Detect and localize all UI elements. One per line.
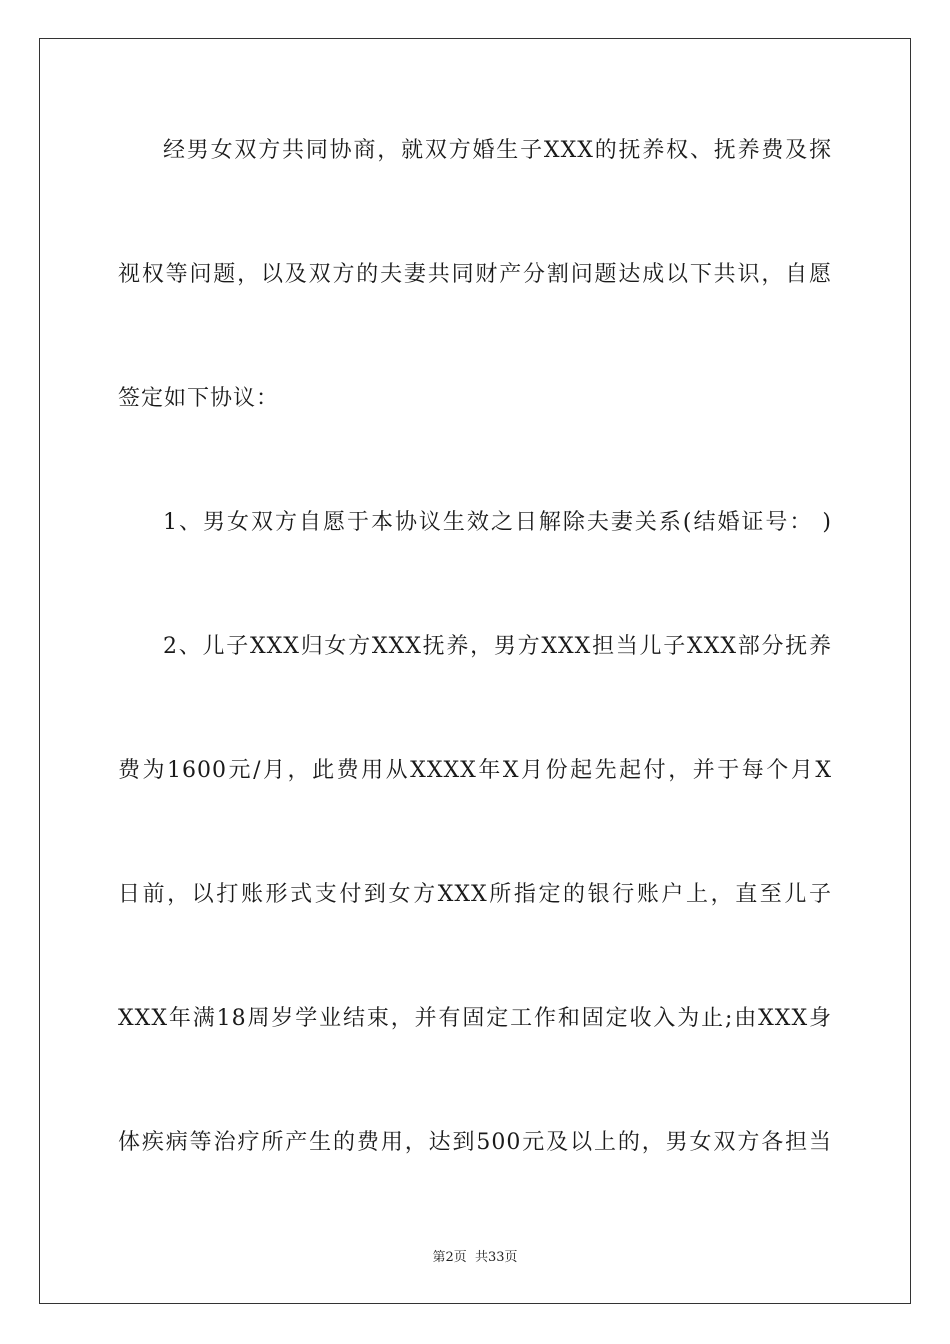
- paragraph-intro-line-1: 经男女双方共同协商，就双方婚生子XXX的抚养权、抚养费及探: [163, 138, 832, 163]
- paragraph-intro-line-2: 视权等问题，以及双方的夫妻共同财产分割问题达成以下共识，自愿: [118, 262, 832, 287]
- clause-2-line-3: 日前，以打账形式支付到女方XXX所指定的银行账户上，直至儿子: [118, 882, 832, 907]
- page-footer: [0, 1246, 950, 1265]
- clause-2-line-5: 体疾病等治疗所产生的费用，达到500元及以上的，男女双方各担当: [118, 1130, 832, 1155]
- clause-2-line-2: 费为1600元/月，此费用从XXXX年X月份起先起付，并于每个月X: [118, 758, 832, 783]
- page-number: 第2页: [432, 1250, 467, 1265]
- clause-2-line-4: XXX年满18周岁学业结束，并有固定工作和固定收入为止;由XXX身: [118, 1006, 832, 1031]
- clause-1-line-1: 1、男女双方自愿于本协议生效之日解除夫妻关系(结婚证号： ): [163, 510, 832, 535]
- clause-2-line-1: 2、儿子XXX归女方XXX抚养，男方XXX担当儿子XXX部分抚养: [163, 634, 832, 659]
- paragraph-intro-line-3: 签定如下协议：: [118, 386, 280, 411]
- page-frame: [39, 38, 911, 1304]
- page-total: 共33页: [474, 1250, 518, 1265]
